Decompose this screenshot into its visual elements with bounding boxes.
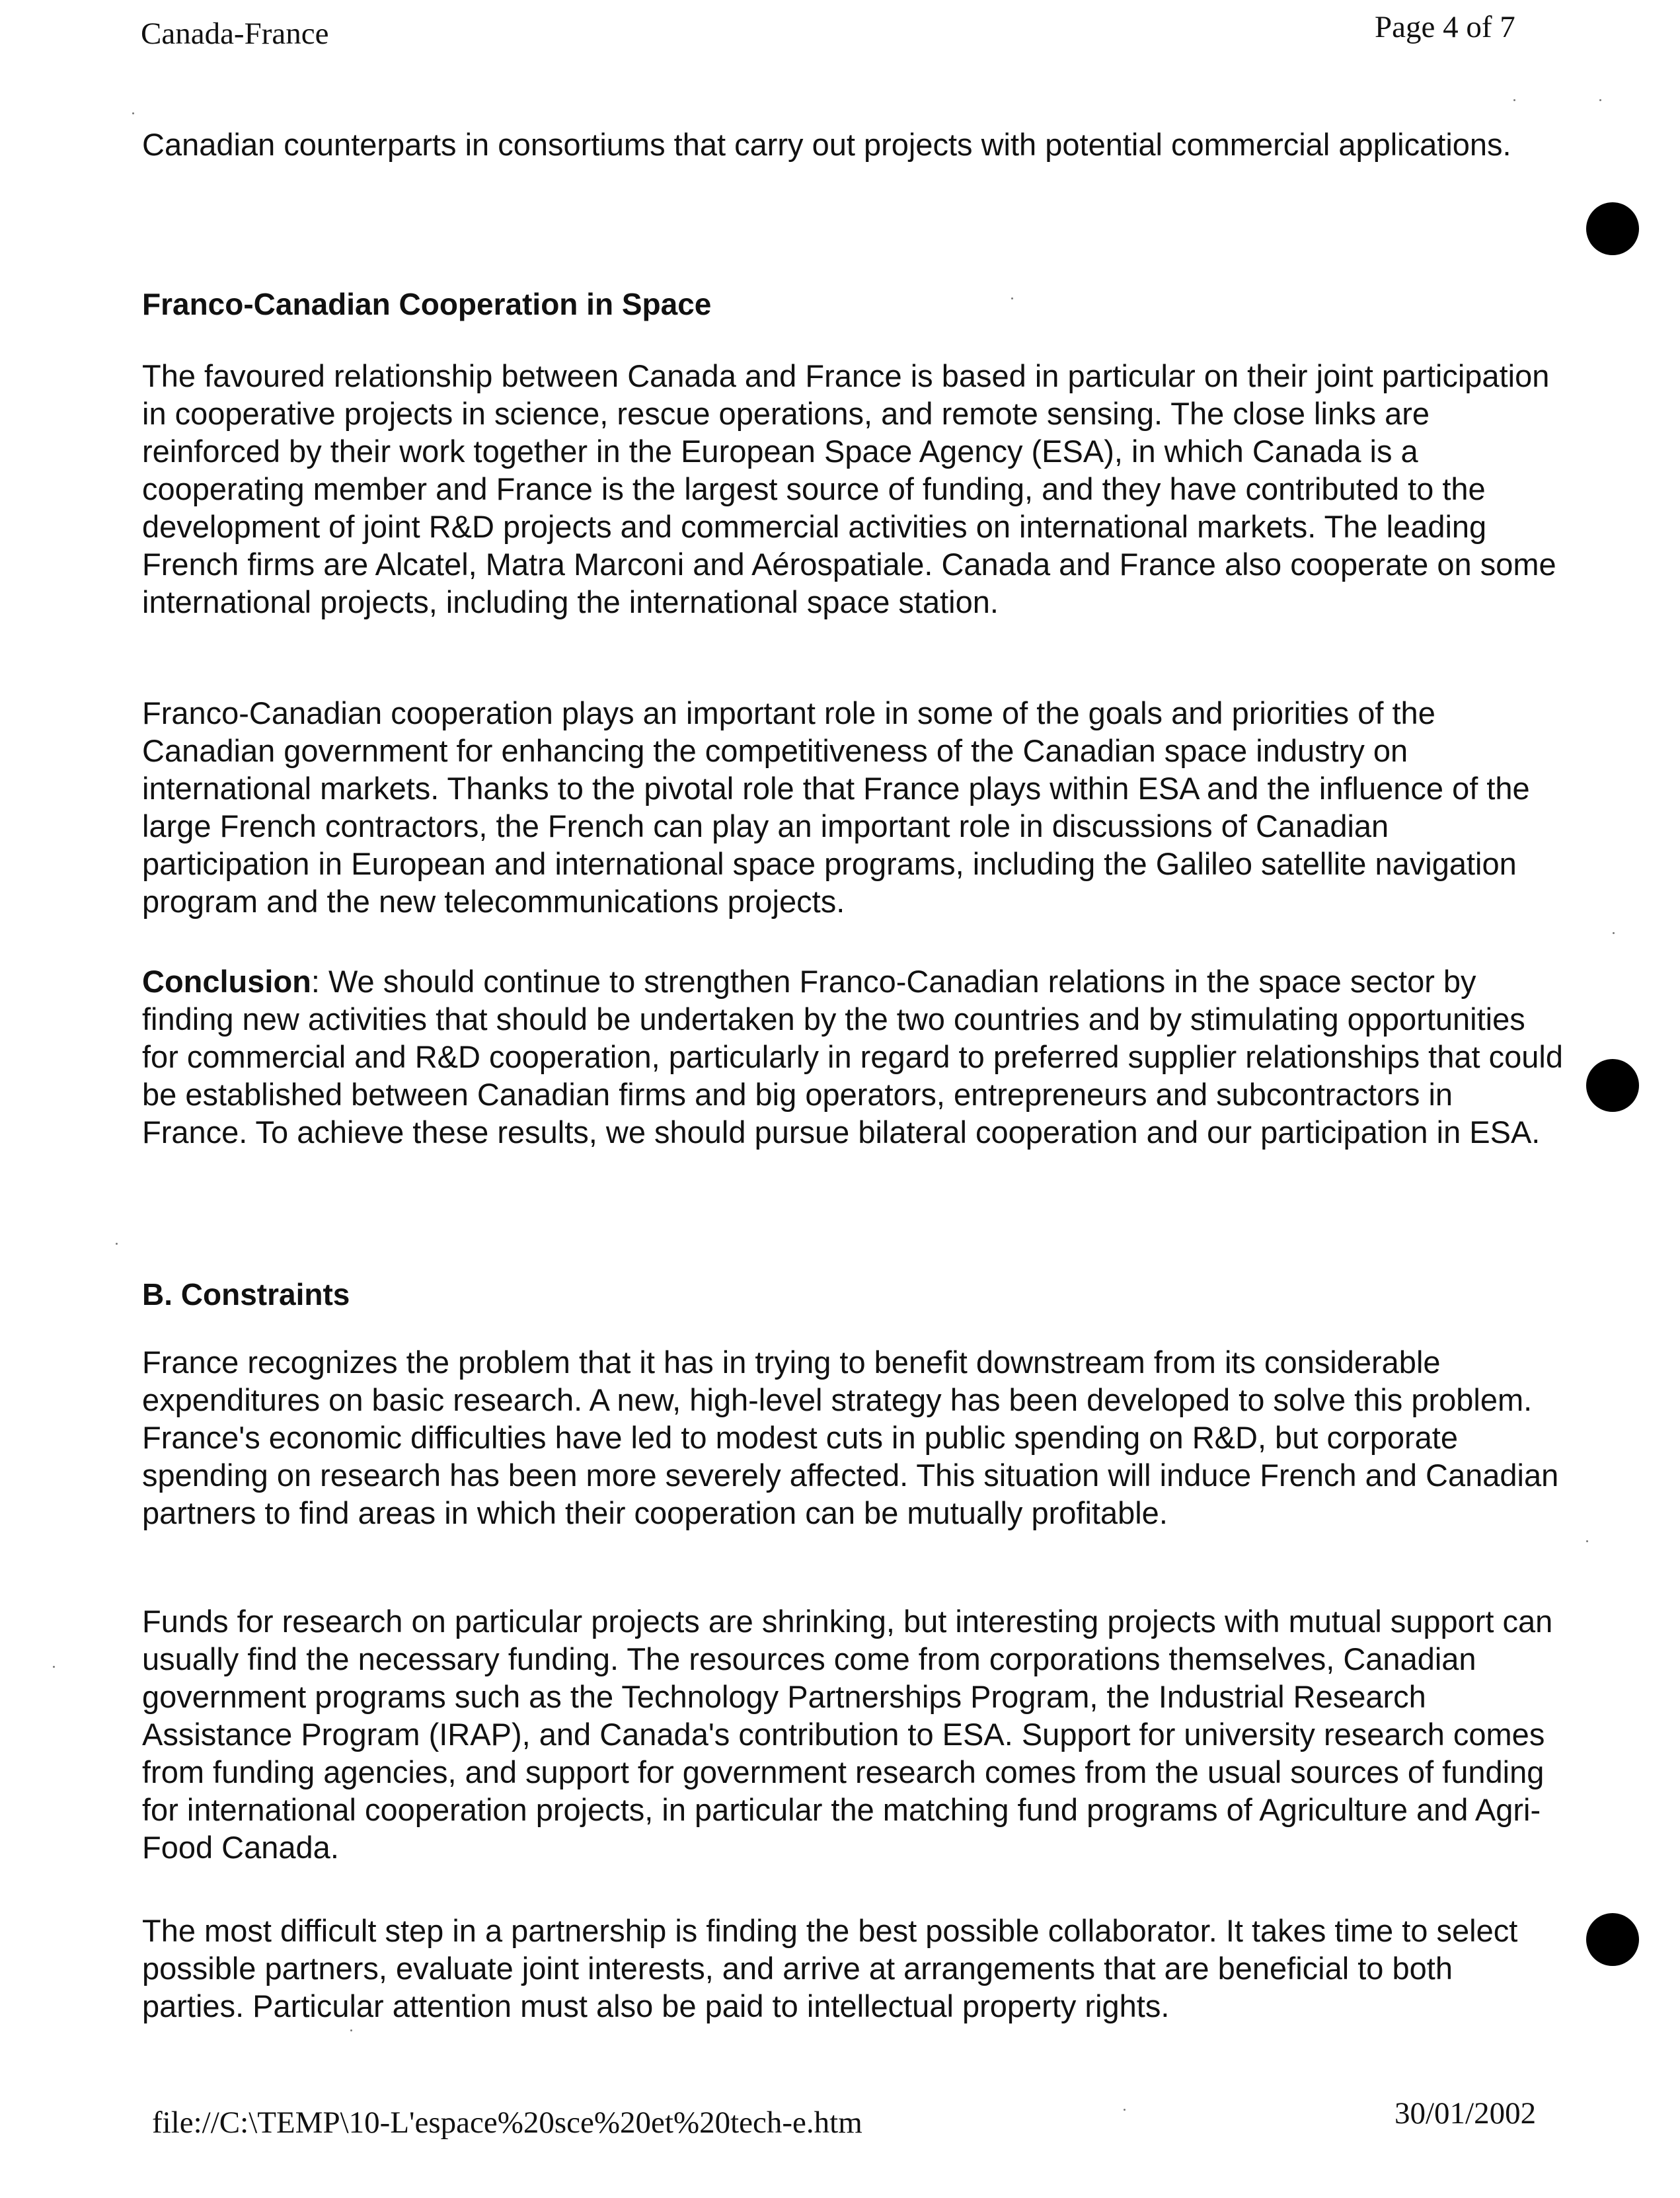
intro-continuation: Canadian counterparts in consortiums that carry out projects with potential commercial applications. — [142, 127, 1511, 162]
footer-file-path: file://C:\TEMP\10-L'espace%20sce%20et%20tech-e.htm — [152, 2105, 862, 2140]
conclusion-label: Conclusion — [142, 964, 311, 999]
scan-speck — [1613, 932, 1615, 934]
scan-speck — [53, 1666, 55, 1668]
punch-hole-bottom — [1586, 1913, 1639, 1966]
conclusion-paragraph — [142, 962, 1563, 1151]
page-number: Page 4 of 7 — [1375, 10, 1515, 44]
scan-speck — [116, 1243, 118, 1245]
scan-speck — [1599, 99, 1601, 101]
scan-speck — [1513, 99, 1515, 101]
conclusion-text: : We should continue to strengthen Franco-Canadian relations in the space sector by finding new activities that should be undertaken by the two countries and by stimulating opportunities for commercial and R&D cooperation, particularly in regard to preferred supplier relationships that could be established between Canadian firms and big operators, entrepreneurs and subcontractors in France. To achieve these results, we should pursue bilateral cooperation and our participation in ESA. — [142, 964, 1563, 1150]
scan-speck — [1011, 297, 1013, 299]
constraints-paragraph-2: Funds for research on particular projects are shrinking, but interesting projects with mutual support can usually find the necessary funding. The resources come from corporations themselves, Canadian government programs such as the Technology Partnerships Program, the Industrial Research Assistance Program (IRAP), and Canada's contribution to ESA. Support for university research comes from funding agencies, and support for government research comes from the usual sources of funding for international cooperation projects, in particular the matching fund programs of Agriculture and Agri-Food Canada. — [142, 1604, 1553, 1865]
constraints-paragraph-1: France recognizes the problem that it has in trying to benefit downstream from its considerable expenditures on basic research. A new, high-level strategy has been developed to solve this problem. France's economic difficulties have led to modest cuts in public spending on R&D, but corporate spending on research has been more severely affected. This situation will induce French and Canadian partners to find areas in which their cooperation can be mutually profitable. — [142, 1345, 1559, 1530]
scan-speck — [1124, 2109, 1126, 2111]
space-paragraph-2: Franco-Canadian cooperation plays an important role in some of the goals and priorities of the Canadian government for enhancing the competitiveness of the Canadian space industry on international markets. Thanks to the pivotal role that France plays within ESA and the influence of the large French contractors, the French can play an important role in discussions of Canadian participation in European and international space programs, including the Galileo satellite navigation program and the new telecommunications projects. — [142, 695, 1530, 919]
scan-speck — [132, 112, 134, 114]
punch-hole-middle — [1586, 1059, 1639, 1112]
footer-date: 30/01/2002 — [1394, 2096, 1537, 2131]
space-paragraph-1: The favoured relationship between Canada and France is based in particular on their joint participation in cooperative projects in science, rescue operations, and remote sensing. The close links are reinforced by their work together in the European Space Agency (ESA), in which Canada is a cooperating member and France is the largest source of funding, and they have contributed to the development of joint R&D projects and commercial activities on international markets. The leading French firms are Alcatel, Matra Marconi and Aérospatiale. Canada and France also cooperate on some international projects, including the international space station. — [142, 358, 1556, 619]
scan-speck — [1586, 1540, 1588, 1542]
punch-hole-top — [1586, 202, 1639, 255]
section-heading-space: Franco-Canadian Cooperation in Space — [142, 287, 712, 321]
section-heading-constraints: B. Constraints — [142, 1277, 350, 1312]
constraints-paragraph-3: The most difficult step in a partnership is finding the best possible collaborator. It takes time to select possible partners, evaluate joint interests, and arrive at arrangements that are beneficial to both parties. Particular attention must also be paid to intellectual property rights. — [142, 1913, 1518, 2023]
header-title: Canada-France — [141, 17, 329, 51]
scan-speck — [350, 2029, 352, 2031]
